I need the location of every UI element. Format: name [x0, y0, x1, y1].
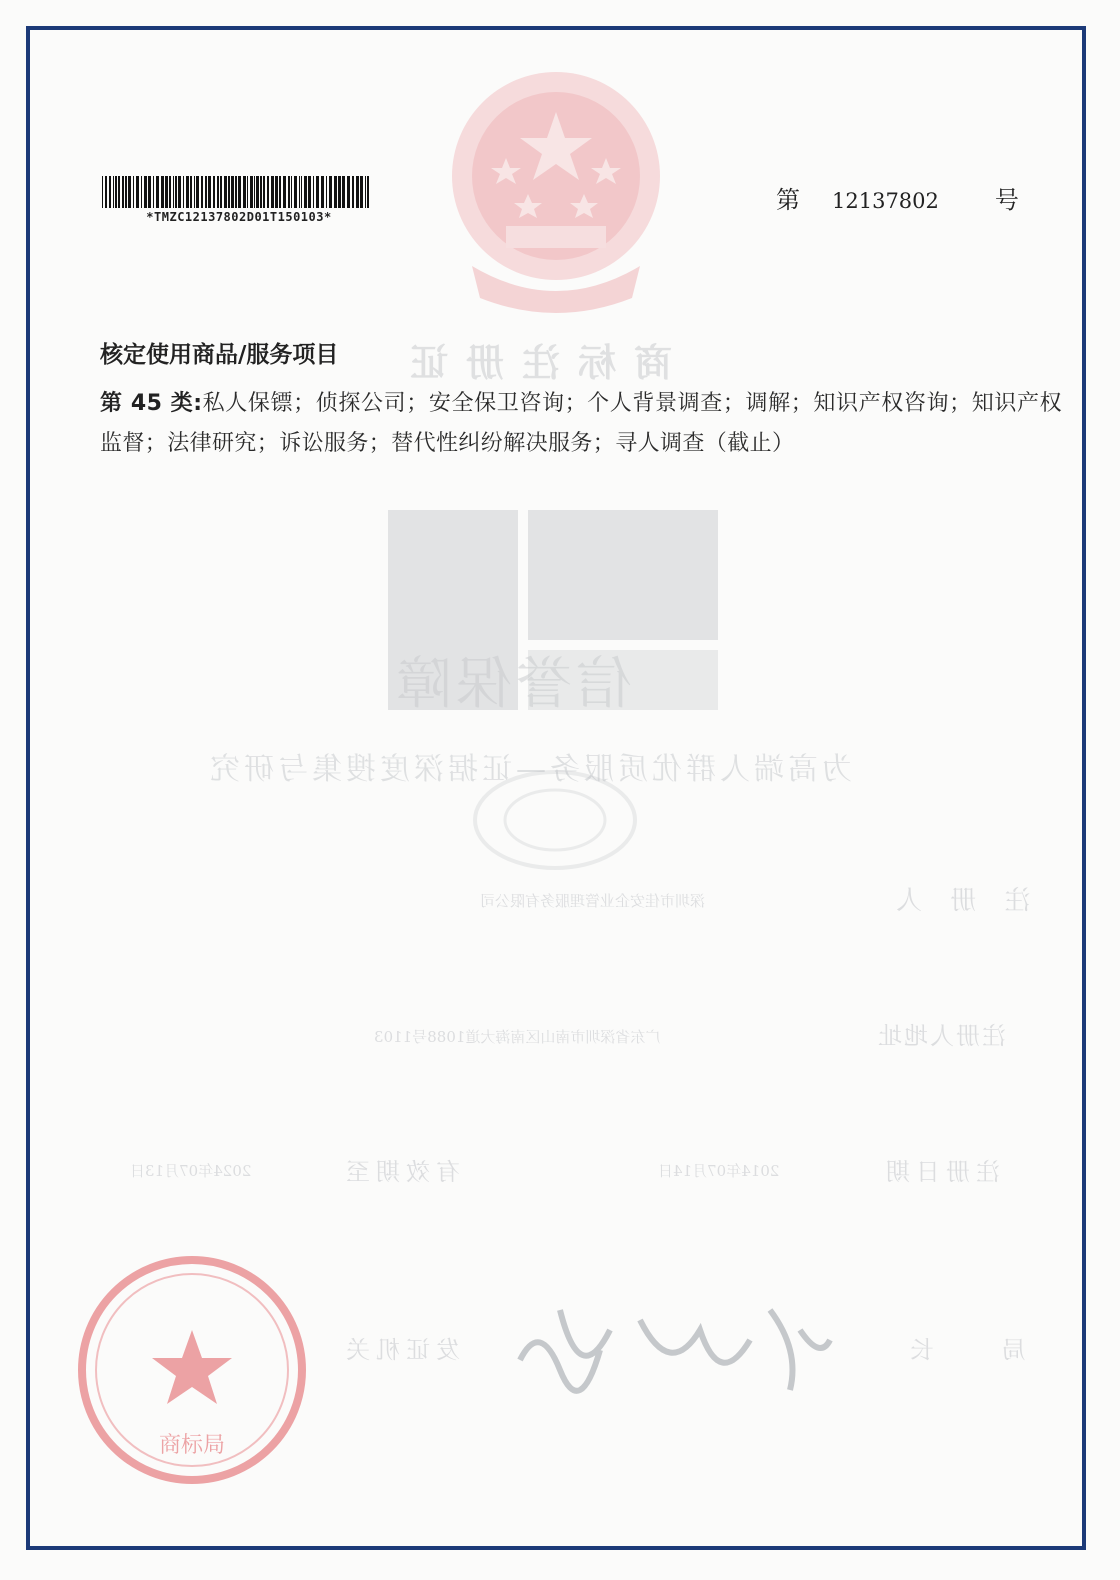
barcode-bar [347, 176, 350, 208]
goods-services-list [100, 384, 1062, 464]
ghost-address-label: 注册人地址 [876, 1022, 1006, 1050]
barcode-bar [201, 176, 203, 208]
barcode-bar [283, 176, 286, 208]
barcode-bar [153, 176, 154, 208]
registration-number [776, 180, 1019, 215]
barcode-bar [304, 176, 307, 208]
barcode-bar [161, 176, 164, 208]
barcode-bar [308, 176, 311, 208]
barcode-bar [109, 176, 111, 208]
ghost-reg-date-value: 2014年07月14日 [658, 1162, 780, 1180]
barcode-bar [313, 176, 314, 208]
barcode-bar [235, 176, 237, 208]
barcode-bar [334, 176, 337, 208]
ghost-address-value: 广东省深圳市南山区南海大道1088号1103 [374, 1028, 661, 1046]
barcode-bar [321, 176, 324, 208]
section-heading: 核定使用商品/服务项目 [100, 342, 339, 368]
ghost-registrant-value: 深圳市佳安企业管理服务有限公司 [480, 892, 706, 910]
barcode-bars [102, 176, 372, 208]
seal-bottom-text: 商标局 [158, 1433, 226, 1458]
barcode-bar [186, 176, 189, 208]
ghost-reg-date-label: 注册日期 [880, 1158, 1000, 1186]
barcode-bar [213, 176, 215, 208]
barcode-bar [243, 176, 246, 208]
ghost-director-label: 局 长 [880, 1336, 1026, 1364]
barcode-bar [173, 176, 174, 208]
barcode-bar [133, 176, 134, 208]
barcode-bar [175, 176, 177, 208]
ghost-valid-label: 有效期至 [340, 1158, 460, 1186]
barcode-bar [250, 176, 253, 208]
barcode-bar [291, 176, 292, 208]
barcode [102, 176, 376, 224]
ghost-authority-label: 发证机关 [340, 1336, 460, 1364]
barcode-bar [263, 176, 265, 208]
barcode-bar [148, 176, 151, 208]
barcode-bar [224, 176, 227, 208]
barcode-bar [247, 176, 248, 208]
signature-icon [500, 1290, 840, 1410]
barcode-bar [102, 176, 103, 208]
barcode-bar [360, 176, 363, 208]
barcode-bar [367, 176, 369, 208]
barcode-bar [165, 176, 168, 208]
reg-number: 12137802 [832, 189, 939, 213]
barcode-bar [288, 176, 290, 208]
barcode-bar [128, 176, 131, 208]
barcode-bar [326, 176, 327, 208]
barcode-bar [205, 176, 207, 208]
barcode-text: *TMZC12137802D01T150103* [146, 210, 332, 224]
barcode-bar [220, 176, 222, 208]
barcode-bar [231, 176, 234, 208]
barcode-bar [338, 176, 341, 208]
barcode-bar [217, 176, 219, 208]
barcode-bar [136, 176, 139, 208]
barcode-bar [365, 176, 366, 208]
goods-text: 私人保镖；侦探公司；安全保卫咨询；个人背景调查；调解；知识产权咨询；知识产权监督；法律研究；诉讼服务；替代性纠纷解决服务；寻人调查（截止） [100, 391, 1062, 456]
barcode-bar [329, 176, 332, 208]
ghost-valid-value: 2024年07月13日 [130, 1162, 252, 1180]
barcode-bar [169, 176, 171, 208]
barcode-bar [299, 176, 300, 208]
ghost-slogan: 为高端人群优质服务—证据深度搜集与研究 [206, 752, 852, 787]
barcode-bar [228, 176, 230, 208]
barcode-bar [208, 176, 211, 208]
barcode-bar [113, 176, 114, 208]
barcode-bar [196, 176, 199, 208]
barcode-bar [125, 176, 127, 208]
ghost-registrant-label: 注 册 人 [886, 886, 1031, 916]
ghost-certificate-title: 商标注册证 [392, 340, 673, 385]
ghost-logo-text: 信誉保障 [392, 652, 632, 717]
barcode-bar [342, 176, 345, 208]
official-seal-icon [74, 1252, 310, 1488]
national-emblem-icon [436, 66, 676, 316]
barcode-bar [316, 176, 319, 208]
barcode-bar [156, 176, 159, 208]
barcode-bar [190, 176, 192, 208]
barcode-bar [279, 176, 281, 208]
barcode-bar [118, 176, 120, 208]
barcode-bar [271, 176, 274, 208]
barcode-bar [356, 176, 359, 208]
barcode-bar [256, 176, 259, 208]
barcode-bar [260, 176, 262, 208]
reg-prefix: 第 [776, 186, 800, 214]
barcode-bar [122, 176, 124, 208]
reg-suffix: 号 [994, 186, 1019, 214]
barcode-bar [115, 176, 117, 208]
barcode-bar [105, 176, 107, 208]
barcode-bar [144, 176, 147, 208]
barcode-bar [183, 176, 184, 208]
class-label: 第 45 类: [100, 391, 203, 416]
barcode-bar [178, 176, 181, 208]
barcode-bar [301, 176, 302, 208]
barcode-bar [267, 176, 269, 208]
barcode-bar [254, 176, 255, 208]
barcode-bar [294, 176, 297, 208]
barcode-bar [194, 176, 195, 208]
ghost-emblem-icon [470, 760, 640, 870]
barcode-bar [141, 176, 142, 208]
barcode-bar [352, 176, 354, 208]
barcode-bar [275, 176, 278, 208]
barcode-bar [238, 176, 241, 208]
